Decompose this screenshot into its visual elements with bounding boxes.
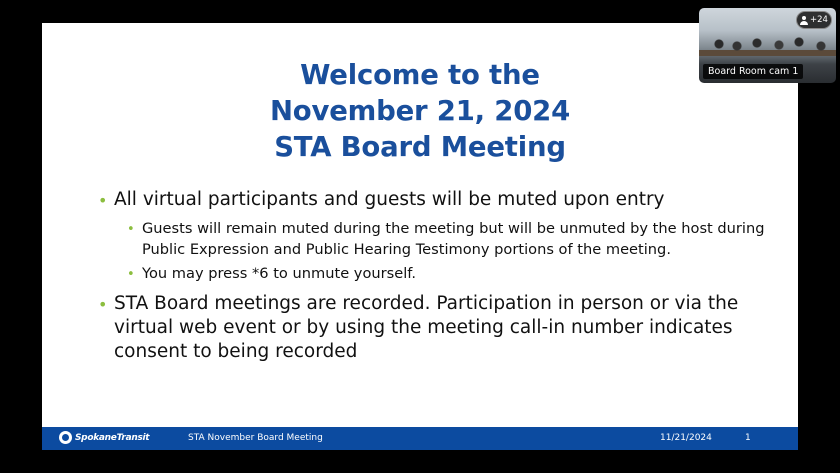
bullet-item <box>98 292 778 364</box>
camera-video-feed <box>699 26 836 66</box>
bullet-text: STA Board meetings are recorded. Participation in person or via the virtual web event or by using the meeting call-in number indicates consent to being recorded <box>114 293 739 362</box>
logo-text: SpokaneTransit <box>75 432 150 443</box>
footer-date: 11/21/2024 <box>660 433 712 443</box>
participants-badge[interactable] <box>796 11 832 29</box>
bullet-item <box>98 188 778 212</box>
title-line-1: Welcome to the <box>300 59 540 91</box>
slide-title <box>42 57 798 165</box>
sub-bullet-text: Guests will remain muted during the meeting but will be unmuted by the host during Public Expression and Public Hearing Testimony portions of the meeting. <box>142 220 765 258</box>
bullet-dot-icon: • <box>98 191 108 210</box>
title-line-2: November 21, 2024 <box>269 95 571 127</box>
presentation-slide <box>42 23 798 450</box>
sub-bullet-item <box>127 263 778 284</box>
page-number: 1 <box>745 433 751 443</box>
bullet-dot-icon: • <box>98 295 108 314</box>
bullet-text: All virtual participants and guests will be muted upon entry <box>114 189 665 210</box>
slide-footer <box>42 427 798 450</box>
title-line-3: STA Board Meeting <box>274 131 566 163</box>
bullet-dot-icon: • <box>127 267 135 282</box>
camera-label: Board Room cam 1 <box>703 64 803 79</box>
participant-count: +24 <box>810 15 828 25</box>
sub-bullet-text: You may press *6 to unmute yourself. <box>142 265 416 282</box>
spokane-transit-logo <box>59 431 149 444</box>
bullet-list <box>98 188 778 370</box>
logo-mark-icon <box>59 431 72 444</box>
camera-thumbnail[interactable] <box>699 8 836 83</box>
footer-title: STA November Board Meeting <box>188 433 323 443</box>
person-icon <box>800 16 808 25</box>
bullet-dot-icon: • <box>127 222 135 237</box>
sub-bullet-item <box>127 218 778 260</box>
